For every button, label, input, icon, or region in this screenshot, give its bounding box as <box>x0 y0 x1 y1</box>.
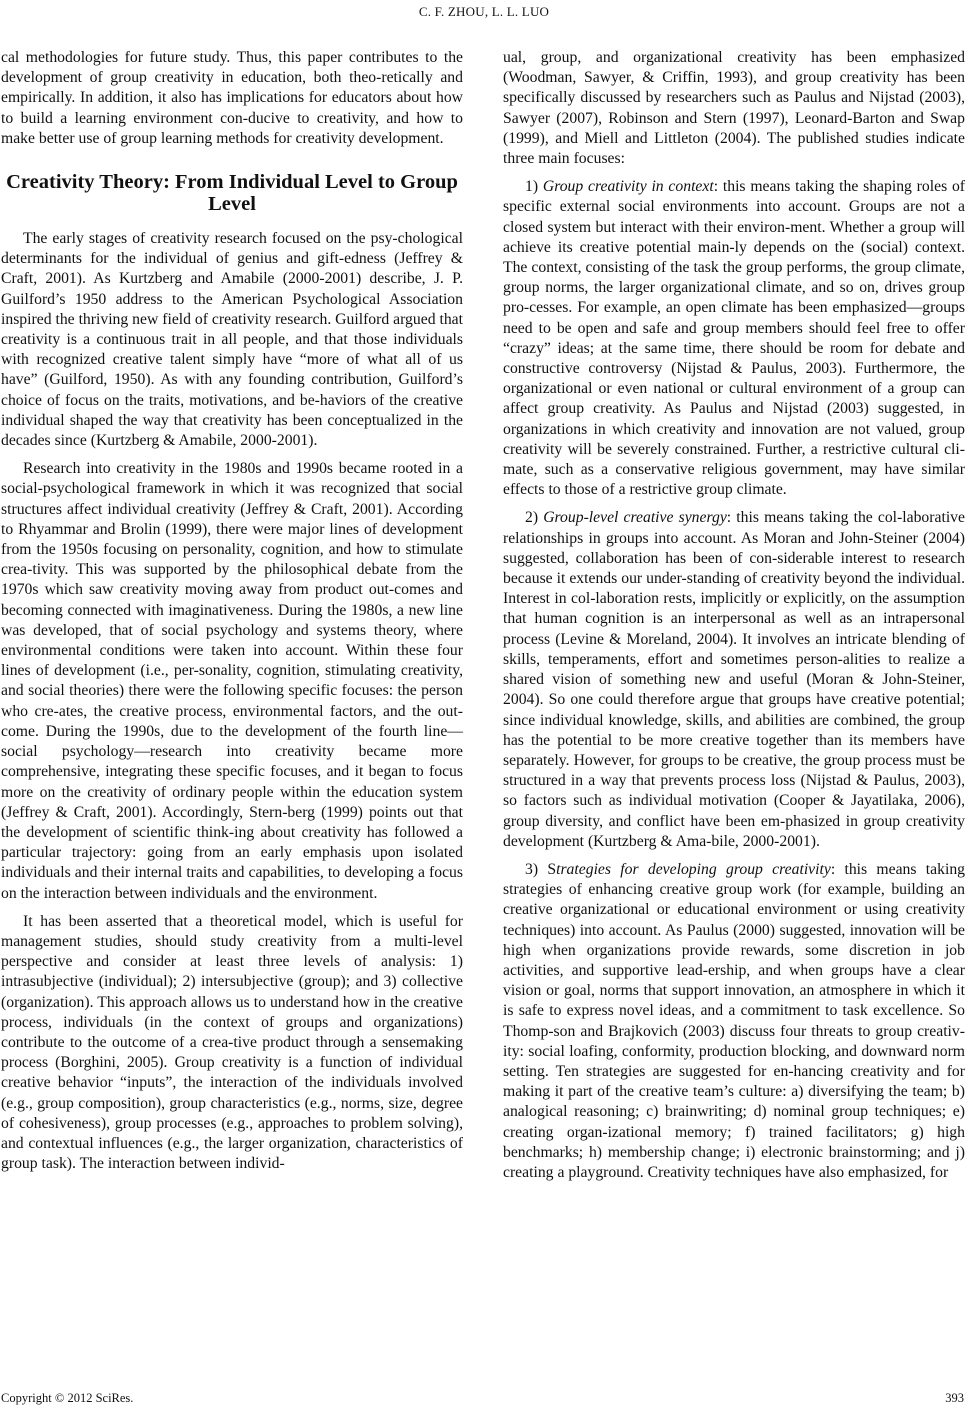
paragraph-focus-2 <box>503 508 965 851</box>
page-number: 393 <box>945 1391 964 1405</box>
paragraph-early-stages: The early stages of creativity research focused on the psy-chological determinants for the individual of genius and gift-edness (Jeffrey & Craft, 2001). As Kurtzberg and Amabile (2000-2001) describe, J. P. Guilford’s 1950 address to the American Psychological Association inspired the thriving new field of creativity research. Guilford argued that creativity is a continuous trait in all people, and that those individuals with recognized creative talent simply have “more of what all of us have” (Guilford, 1950). As with any founding contribution, Guilford’s choice of focus on the traits, motivations, and be-haviors of the creative individual shaped the way that creativity has been conceptualized in the decades since (Kurtzberg & Amabile, 2000-2001). <box>1 230 463 450</box>
paragraph-multi-level: It has been asserted that a theoretical model, which is useful for management studies, should study creativity from a multi-level perspective and consider at least three levels of analysis: 1) intrasubjective (individual); 2) intersubjective (group); and 3) collective (organization). This approach allows us to understand how in the creative process, individuals (in the context of groups and organizations) contribute to the outcome of a crea-tive product through a sensemaking process (Borghini, 2005). Group creativity is a function of individual creative behavior “inputs”, the interaction of the individuals involved (e.g., group composition), group characteristics (e.g., norms, size, degree of cohesiveness), group processes (e.g., approaches to problem solving), and contextual influences (e.g., the larger organization, characteristics of group task). The interaction between individ- <box>1 912 463 1173</box>
left-column <box>1 48 463 1174</box>
focus-term: Group creativity in context <box>542 178 714 196</box>
focus-term: Group-level creative synergy <box>543 509 727 527</box>
running-head: C. F. ZHOU, L. L. LUO <box>418 4 550 19</box>
section-title: Creativity Theory: From Individual Level to Group Level <box>6 171 458 216</box>
focus-body: : this means taking the col-laborative relationships in groups into account. As Moran and John-Steiner (2004) suggested, collaboration has been of con-siderable interest to research because it extends our under-standing of creativity beyond the individual. Interest in col-laboration rests, implicitly or explicitly, on the assumption that human cognition is an interpersonal as well as an intrapersonal process (Levine & Moreland, 2004). It involves an intricate blending of skills, temperaments, effort and sometimes person-alities to realize a shared vision of something new and useful (Moran & John-Steiner, 2004). So one could therefore argue that groups have creative potential; since individual knowledge, skills, and abilities are combined, the group has the potential to be more creative together than its members have separately. However, for groups to be creative, the group process must be structured in a way that prevents process loss (Nijstad & Paulus, 2003), so factors such as individual motivation (Cooper & Jayatilaka, 2006), group diversity, and conflict have been em-phasized in group creativity development (Kurtzberg & Ama-bile, 2000-2001). <box>503 509 965 850</box>
focus-body: : this means taking strategies of enhancing creative group work (for example, building an creative organizational or educational environment or using creativity techniques) into account. As Paulus (2000) suggested, innovation will be high when organizations provide rewards, some discretion in job activities, and supportive lead-ership, and when groups have a clear vision or goal, norms that support innovation, an atmosphere in which it is safe to express novel ideas, and a commitment to task excellence. So Thomp-son and Brajkovich (2003) discuss four threats to group creativ-ity: social loafing, conformity, production blocking, and downward norm setting. Ten strategies are suggested for en-hancing creativity and for making it part of the creative team’s culture: a) diversifying the team; b) analogical reasoning; c) brainwriting; d) nominal group techniques; e) creating organ-izational memory; f) trained facilitators; g) high benchmarks; h) membership change; i) electronic brainstorming; and j) creating a playground. Creativity techniques have also emphasized, for <box>503 860 966 1181</box>
focus-number: 2) <box>525 509 544 527</box>
focus-number: 3) S <box>525 860 557 878</box>
right-column <box>503 48 965 1183</box>
paragraph-continued: cal methodologies for future study. Thus, this paper contributes to the development of group creativity in education, both theo-retically and empirically. In addition, it also has implications for educators about how to build a learning environment con-ducive to creativity, and how to make better use of group learning methods for creativity development. <box>1 49 463 147</box>
paragraph-continued-right: ual, group, and organizational creativity has been emphasized (Woodman, Sawyer, & Criffin, 1993), and group creativity has been specifically discussed by researchers such as Paulus and Nijstad (2003), Sawyer (2007), Robinson and Stern (1997), Leonard-Barton and Swap (1999), and Miell and Littleton (2004). The published studies indicate three main focuses: <box>503 49 965 168</box>
paragraph-1980s-1990s: Research into creativity in the 1980s and 1990s became rooted in a social-psychological framework in which it was recognized that social structures affect individual creativity (Jeffrey & Craft, 2001). According to Rhyammar and Brolin (1999), there were major lines of development from the 1950s focusing on personality, cognition, and how to stimulate crea-tivity. This was supported by the philosophical debate from the 1970s which saw creativity moving away from product out-comes and becoming connected with imaginativeness. During the 1980s, a new line was developed, that of social psychology and systems theory, where environmental conditions were taken into account. Within these four lines of development (i.e., per-sonality, cognition, stimulating creativity, and social theories) there were the following specific focuses: the person who cre-ates, the creative process, environmental factors, and the out-come. During the 1990s, due to the development of the fourth line—social psychology—research into creativity became more comprehensive, integrating these specific focuses, and it began to focus more on the creativity of ordinary people within the education system (Jeffrey & Craft, 2001). Accordingly, Stern-berg (1999) points out that the development of scientific think-ing about creativity has followed a particular trajectory: going from an early emphasis upon isolated individuals and their internal traits and capabilities, to developing a focus on the interaction between individuals and the environment. <box>1 460 463 902</box>
focus-term: trategies for developing group creativity <box>556 860 831 878</box>
paragraph-focus-1 <box>503 177 965 500</box>
focus-body: : this means taking the shaping roles of specific external social environments into account. Groups are not a closed system but interact with their environ-ment. Whether a group will achieve its creative potential main-ly depends on the (social) context. The context, consisting of the task the group performs, the group climate, group norms, the larger organizational climate, and so on, drives group pro-cesses. For example, an open climate has been emphasized—groups need to be open and safe and group members should feel free to offer “crazy” ideas; at the same time, there should be room for debate and constructive controversy (Nijstad & Paulus, 2003). Furthermore, the organizational or even national or cultural environment of a group can affect group creativity. As Paulus and Nijstad (2003) suggested, in organizations in which creativity and innovation are not valued, group creativity will be severely constrained. Further, a restrictive cultural cli-mate, such as a conservative religious government, may have similar effects to those of a restrictive group climate. <box>503 178 966 499</box>
focus-number: 1) <box>525 178 543 196</box>
copyright-notice: Copyright © 2012 SciRes. <box>1 1391 134 1405</box>
paragraph-focus-3 <box>503 860 965 1183</box>
